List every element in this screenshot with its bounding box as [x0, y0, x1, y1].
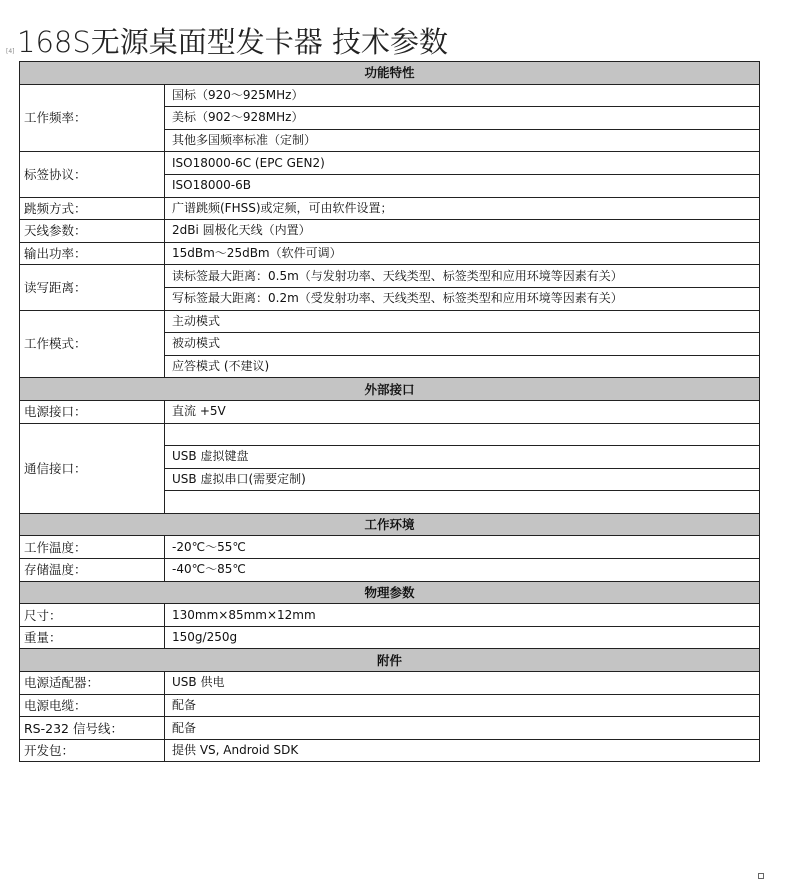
row-label: 电源适配器：	[20, 672, 165, 695]
row-label: 电源电缆：	[20, 694, 165, 717]
spec-table	[19, 61, 760, 762]
row-value: 提供 VS, Android SDK	[165, 739, 760, 762]
section-header-row	[20, 62, 760, 85]
row-value: 其他多国频率标准（定制）	[165, 129, 760, 152]
row-label: 工作频率：	[20, 84, 165, 152]
table-row	[20, 672, 760, 695]
section-header: 功能特性	[20, 62, 760, 85]
row-value: USB 供电	[165, 672, 760, 695]
row-label: 标签协议：	[20, 152, 165, 197]
row-value: -20℃～55℃	[165, 536, 760, 559]
table-row	[20, 400, 760, 423]
row-label: RS-232 信号线：	[20, 717, 165, 740]
row-label: 天线参数：	[20, 220, 165, 243]
table-row	[20, 220, 760, 243]
table-row	[20, 559, 760, 582]
row-label: 重量：	[20, 626, 165, 649]
section-header-row	[20, 581, 760, 604]
table-row	[20, 152, 760, 175]
row-value: -40℃～85℃	[165, 559, 760, 582]
section-header: 物理参数	[20, 581, 760, 604]
page-title: 168S无源桌面型发卡器 技术参数	[17, 25, 448, 59]
table-row	[20, 717, 760, 740]
row-label: 存储温度：	[20, 559, 165, 582]
row-value: 2dBi 圆极化天线（内置）	[165, 220, 760, 243]
row-label: 读写距离：	[20, 265, 165, 310]
section-header: 外部接口	[20, 378, 760, 401]
row-value: 130mm×85mm×12mm	[165, 604, 760, 627]
row-value: 国标（920～925MHz）	[165, 84, 760, 107]
section-header-row	[20, 513, 760, 536]
section-header-row	[20, 378, 760, 401]
table-row	[20, 242, 760, 265]
row-label: 尺寸：	[20, 604, 165, 627]
table-row	[20, 739, 760, 762]
row-label: 输出功率：	[20, 242, 165, 265]
row-value: 直流 +5V	[165, 400, 760, 423]
table-row	[20, 423, 760, 446]
corner-annotation: [4]	[6, 48, 15, 55]
row-value	[165, 491, 760, 514]
row-value: USB 虚拟串口(需要定制)	[165, 468, 760, 491]
row-value: 配备	[165, 694, 760, 717]
row-value	[165, 423, 760, 446]
row-value: 广谱跳频(FHSS)或定频，可由软件设置；	[165, 197, 760, 220]
table-row	[20, 604, 760, 627]
row-label: 工作温度：	[20, 536, 165, 559]
row-value: 配备	[165, 717, 760, 740]
row-value: 读标签最大距离：0.5m（与发射功率、天线类型、标签类型和应用环境等因素有关）	[165, 265, 760, 288]
row-value: USB 虚拟键盘	[165, 446, 760, 469]
table-row	[20, 536, 760, 559]
row-value: 写标签最大距离：0.2m（受发射功率、天线类型、标签类型和应用环境等因素有关）	[165, 287, 760, 310]
row-value: 美标（902～928MHz）	[165, 107, 760, 130]
row-label: 电源接口：	[20, 400, 165, 423]
table-row	[20, 694, 760, 717]
table-row	[20, 310, 760, 333]
row-value: 被动模式	[165, 333, 760, 356]
table-row	[20, 84, 760, 107]
row-label: 通信接口：	[20, 423, 165, 513]
section-header-row	[20, 649, 760, 672]
row-value: ISO18000-6C (EPC GEN2)	[165, 152, 760, 175]
section-header: 工作环境	[20, 513, 760, 536]
row-value: 15dBm～25dBm（软件可调）	[165, 242, 760, 265]
row-value: ISO18000-6B	[165, 174, 760, 197]
table-row	[20, 265, 760, 288]
page-corner-marker	[758, 873, 764, 879]
table-row	[20, 197, 760, 220]
row-value: 150g/250g	[165, 626, 760, 649]
row-label: 工作模式：	[20, 310, 165, 378]
section-header: 附件	[20, 649, 760, 672]
row-value: 主动模式	[165, 310, 760, 333]
row-value: 应答模式 (不建议)	[165, 355, 760, 378]
table-row	[20, 626, 760, 649]
spec-table-body	[20, 62, 760, 762]
row-label: 开发包：	[20, 739, 165, 762]
row-label: 跳频方式：	[20, 197, 165, 220]
